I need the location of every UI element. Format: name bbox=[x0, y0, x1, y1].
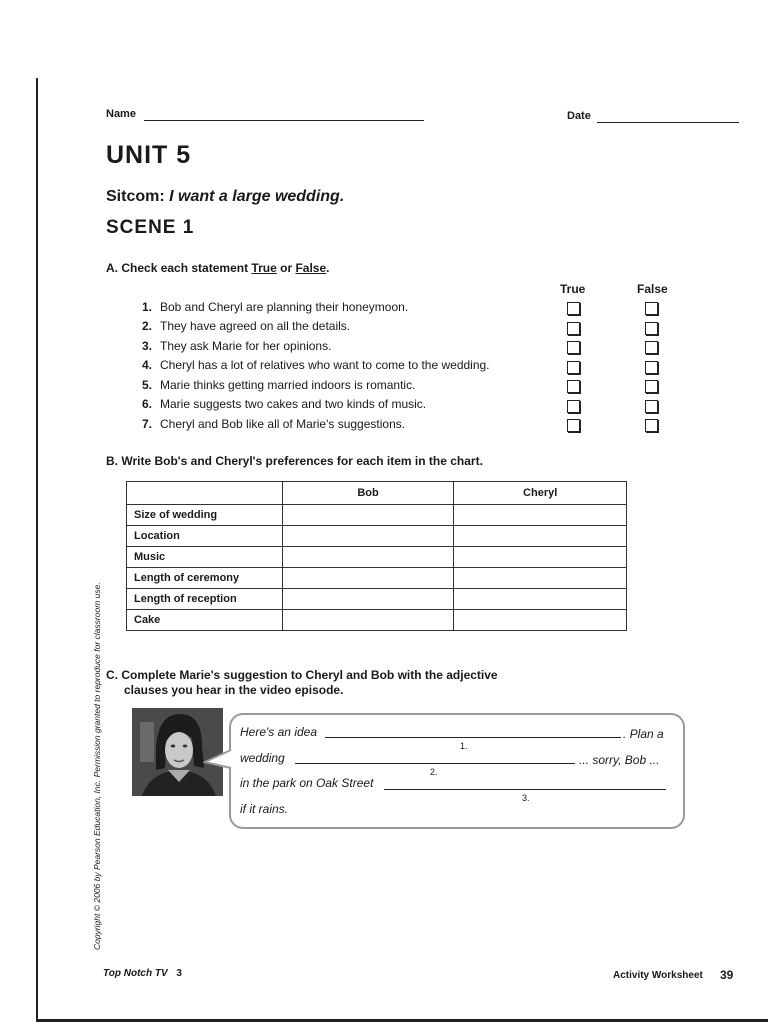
bottom-margin-rule bbox=[36, 1019, 768, 1022]
table-row bbox=[127, 547, 627, 568]
blank-number-1: 1. bbox=[460, 741, 468, 751]
bob-cell-size-of-wedding[interactable] bbox=[282, 505, 454, 526]
scene-title: SCENE 1 bbox=[106, 217, 195, 238]
table-row bbox=[127, 526, 627, 547]
bubble-line3-start: in the park on Oak Street bbox=[240, 776, 374, 790]
row-label-music: Music bbox=[127, 547, 283, 568]
sitcom-title bbox=[106, 188, 344, 206]
statement-7: 7. Cheryl and Bob like all of Marie's suggestions. bbox=[142, 417, 406, 431]
name-label: Name bbox=[106, 108, 136, 120]
section-b-text: Write Bob's and Cheryl's preferences for each item in the chart. bbox=[121, 454, 483, 468]
row-label-length-of-ceremony: Length of ceremony bbox=[127, 568, 283, 589]
true-checkbox-7[interactable] bbox=[567, 419, 580, 432]
section-a-true-word: True bbox=[251, 261, 277, 275]
left-margin-rule bbox=[36, 78, 38, 1022]
blank-number-2: 2. bbox=[430, 767, 438, 777]
true-column-header: True bbox=[560, 282, 586, 296]
bubble-line4: if it rains. bbox=[240, 802, 289, 816]
chart-header-bob: Bob bbox=[282, 482, 454, 505]
section-b-letter: B. bbox=[106, 454, 118, 468]
section-a-letter: A. bbox=[106, 261, 118, 275]
bob-cell-music[interactable] bbox=[282, 547, 454, 568]
cheryl-cell-cake[interactable] bbox=[454, 610, 627, 631]
speech-bubble-tail-icon bbox=[203, 748, 233, 772]
footer-activity-title: Activity Worksheet bbox=[613, 970, 703, 981]
section-a-instruction bbox=[106, 261, 329, 275]
false-checkbox-2[interactable] bbox=[645, 322, 658, 335]
section-a-period: . bbox=[326, 261, 330, 275]
bubble-line1-start: Here's an idea bbox=[240, 725, 318, 739]
section-c-text-line1: Complete Marie's suggestion to Cheryl and Bob with the adjective bbox=[121, 668, 498, 682]
true-checkbox-1[interactable] bbox=[567, 302, 580, 315]
true-checkbox-5[interactable] bbox=[567, 380, 580, 393]
statement-6: 6. Marie suggests two cakes and two kinds of music. bbox=[142, 397, 427, 411]
chart-header-row bbox=[127, 482, 627, 505]
footer-series-title: Top Notch TV bbox=[103, 968, 168, 979]
false-checkbox-1[interactable] bbox=[645, 302, 658, 315]
date-field[interactable] bbox=[597, 122, 739, 123]
row-label-length-of-reception: Length of reception bbox=[127, 589, 283, 610]
cheryl-cell-length-of-reception[interactable] bbox=[454, 589, 627, 610]
footer-left bbox=[103, 968, 182, 979]
bubble-line1-end: . Plan a bbox=[623, 727, 664, 741]
false-column-header: False bbox=[637, 282, 668, 296]
bob-cell-cake[interactable] bbox=[282, 610, 454, 631]
statement-3: 3. They ask Marie for her opinions. bbox=[142, 339, 332, 353]
table-row bbox=[127, 568, 627, 589]
section-b-instruction bbox=[106, 454, 483, 468]
true-checkbox-4[interactable] bbox=[567, 361, 580, 374]
blank-number-3: 3. bbox=[522, 793, 530, 803]
row-label-location: Location bbox=[127, 526, 283, 547]
section-a-text: Check each statement bbox=[121, 261, 249, 275]
preferences-chart bbox=[126, 481, 627, 631]
statement-2: 2. They have agreed on all the details. bbox=[142, 319, 351, 333]
sitcom-prefix: Sitcom: bbox=[106, 188, 165, 205]
page-number: 39 bbox=[720, 968, 734, 982]
false-checkbox-6[interactable] bbox=[645, 400, 658, 413]
section-c-text-line2: clauses you hear in the video episode. bbox=[124, 683, 344, 697]
bob-cell-length-of-ceremony[interactable] bbox=[282, 568, 454, 589]
date-label: Date bbox=[567, 110, 591, 122]
cheryl-cell-location[interactable] bbox=[454, 526, 627, 547]
section-c-letter: C. bbox=[106, 668, 118, 682]
bubble-line2-start: wedding bbox=[240, 751, 285, 765]
row-label-cake: Cake bbox=[127, 610, 283, 631]
chart-header-item bbox=[127, 482, 283, 505]
blank-1[interactable] bbox=[325, 737, 621, 738]
table-row bbox=[127, 589, 627, 610]
chart-header-cheryl: Cheryl bbox=[454, 482, 627, 505]
true-checkbox-2[interactable] bbox=[567, 322, 580, 335]
true-checkbox-6[interactable] bbox=[567, 400, 580, 413]
section-a-false-word: False bbox=[295, 261, 327, 275]
cheryl-cell-music[interactable] bbox=[454, 547, 627, 568]
statement-1: 1. Bob and Cheryl are planning their honeymoon. bbox=[142, 300, 409, 314]
section-c-instruction bbox=[106, 668, 498, 682]
name-field[interactable] bbox=[144, 120, 424, 121]
copyright-notice: Copyright © 2006 by Pearson Education, Inc. Permission granted to reproduce for classroom use. bbox=[92, 582, 102, 950]
cheryl-cell-size-of-wedding[interactable] bbox=[454, 505, 627, 526]
section-a-or-word: or bbox=[280, 261, 293, 275]
bubble-line2-end: ... sorry, Bob ... bbox=[579, 753, 660, 767]
false-checkbox-7[interactable] bbox=[645, 419, 658, 432]
false-checkbox-4[interactable] bbox=[645, 361, 658, 374]
bob-cell-length-of-reception[interactable] bbox=[282, 589, 454, 610]
unit-title: UNIT 5 bbox=[106, 141, 192, 169]
row-label-size-of-wedding: Size of wedding bbox=[127, 505, 283, 526]
bob-cell-location[interactable] bbox=[282, 526, 454, 547]
footer-series-number: 3 bbox=[176, 968, 182, 979]
statement-5: 5. Marie thinks getting married indoors is romantic. bbox=[142, 378, 416, 392]
table-row bbox=[127, 610, 627, 631]
blank-3[interactable] bbox=[384, 789, 666, 790]
table-row bbox=[127, 505, 627, 526]
sitcom-name: I want a large wedding. bbox=[169, 188, 345, 205]
cheryl-cell-length-of-ceremony[interactable] bbox=[454, 568, 627, 589]
blank-2[interactable] bbox=[295, 763, 575, 764]
statement-4: 4. Cheryl has a lot of relatives who want to come to the wedding. bbox=[142, 358, 490, 372]
false-checkbox-5[interactable] bbox=[645, 380, 658, 393]
false-checkbox-3[interactable] bbox=[645, 341, 658, 354]
true-checkbox-3[interactable] bbox=[567, 341, 580, 354]
